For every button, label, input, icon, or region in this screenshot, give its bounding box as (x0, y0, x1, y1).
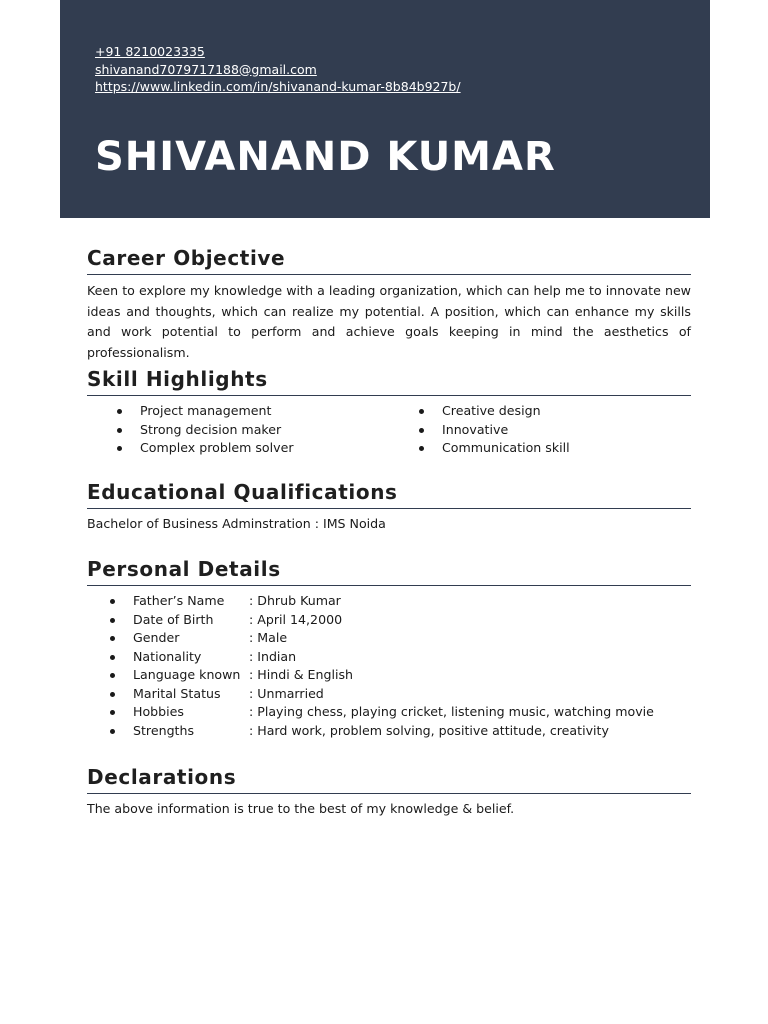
detail-label: Date of Birth (133, 611, 214, 627)
skill-label: Strong decision maker (140, 421, 282, 437)
list-item (117, 421, 294, 440)
bullet-icon (110, 692, 115, 697)
list-item (110, 648, 691, 667)
detail-value: : Playing chess, playing cricket, listening music, watching movie (249, 704, 654, 719)
detail-label: Language known (133, 667, 241, 682)
list-item (110, 611, 691, 630)
candidate-name: SHIVANAND KUMAR (95, 134, 556, 180)
bullet-icon (110, 710, 115, 715)
skill-list-right (419, 402, 570, 458)
list-item (419, 402, 570, 421)
list-item (117, 439, 294, 458)
career-objective-section (87, 245, 691, 363)
list-item (110, 722, 691, 741)
skill-list (87, 402, 691, 464)
detail-value: : Male (249, 630, 288, 645)
declarations-heading: Declarations (87, 764, 691, 794)
bullet-icon (110, 636, 115, 641)
personal-details-heading: Personal Details (87, 556, 691, 586)
bullet-icon (117, 409, 122, 414)
bullet-icon (110, 673, 115, 678)
bullet-icon (419, 428, 424, 433)
education-heading: Educational Qualifications (87, 479, 691, 509)
skill-highlights-heading: Skill Highlights (87, 366, 691, 396)
detail-label: Strengths (133, 722, 195, 738)
detail-label: Gender (133, 630, 180, 645)
bullet-icon (110, 618, 115, 623)
skill-label: Communication skill (442, 440, 570, 455)
detail-value: : Unmarried (249, 685, 324, 701)
skill-highlights-section (87, 366, 691, 464)
personal-details-section (87, 556, 691, 740)
skill-label: Creative design (442, 403, 541, 418)
bullet-icon (110, 655, 115, 660)
list-item (419, 439, 570, 458)
education-text: Bachelor of Business Adminstration : IMS Noida (87, 516, 386, 531)
list-item (110, 703, 691, 722)
detail-value: : Indian (249, 648, 297, 664)
personal-details-list (87, 592, 691, 740)
skill-label: Innovative (442, 421, 509, 437)
email-link[interactable]: shivanand7079717188@gmail.com (95, 61, 317, 77)
career-objective-heading: Career Objective (87, 245, 691, 275)
list-item (110, 592, 691, 611)
bullet-icon (419, 446, 424, 451)
bullet-icon (117, 428, 122, 433)
bullet-icon (419, 409, 424, 414)
header-banner (60, 0, 710, 218)
linkedin-link[interactable]: https://www.linkedin.com/in/shivanand-kumar-8b84b927b/ (95, 79, 461, 94)
bullet-icon (117, 446, 122, 451)
detail-label: Marital Status (133, 685, 221, 701)
detail-label: Nationality (133, 648, 202, 664)
education-section (87, 479, 691, 533)
detail-label: Father’s Name (133, 593, 225, 608)
list-item (110, 629, 691, 648)
skill-label: Complex problem solver (140, 440, 294, 455)
list-item (419, 421, 570, 440)
bullet-icon (110, 729, 115, 734)
phone-link[interactable]: +91 8210023335 (95, 44, 205, 59)
list-item (117, 402, 294, 421)
list-item (110, 666, 691, 685)
career-objective-text: Keen to explore my knowledge with a leading organization, which can help me to innovate new ideas and thoughts, which can realize my potential. A position, which can enhance my skills and work potential to perform and achieve goals keeping in mind the aesthetics of professionalism. (87, 283, 691, 360)
detail-value: : Hindi & English (249, 667, 353, 682)
bullet-icon (110, 599, 115, 604)
skill-label: Project management (140, 403, 272, 418)
detail-value: : Hard work, problem solving, positive attitude, creativity (249, 722, 609, 738)
list-item (110, 685, 691, 704)
declarations-text: The above information is true to the best of my knowledge & belief. (87, 801, 515, 816)
skill-list-left (117, 402, 294, 458)
contact-info (95, 43, 461, 96)
detail-value: : Dhrub Kumar (249, 593, 341, 608)
declarations-section (87, 764, 691, 818)
detail-label: Hobbies (133, 704, 184, 719)
detail-value: : April 14,2000 (249, 611, 343, 627)
